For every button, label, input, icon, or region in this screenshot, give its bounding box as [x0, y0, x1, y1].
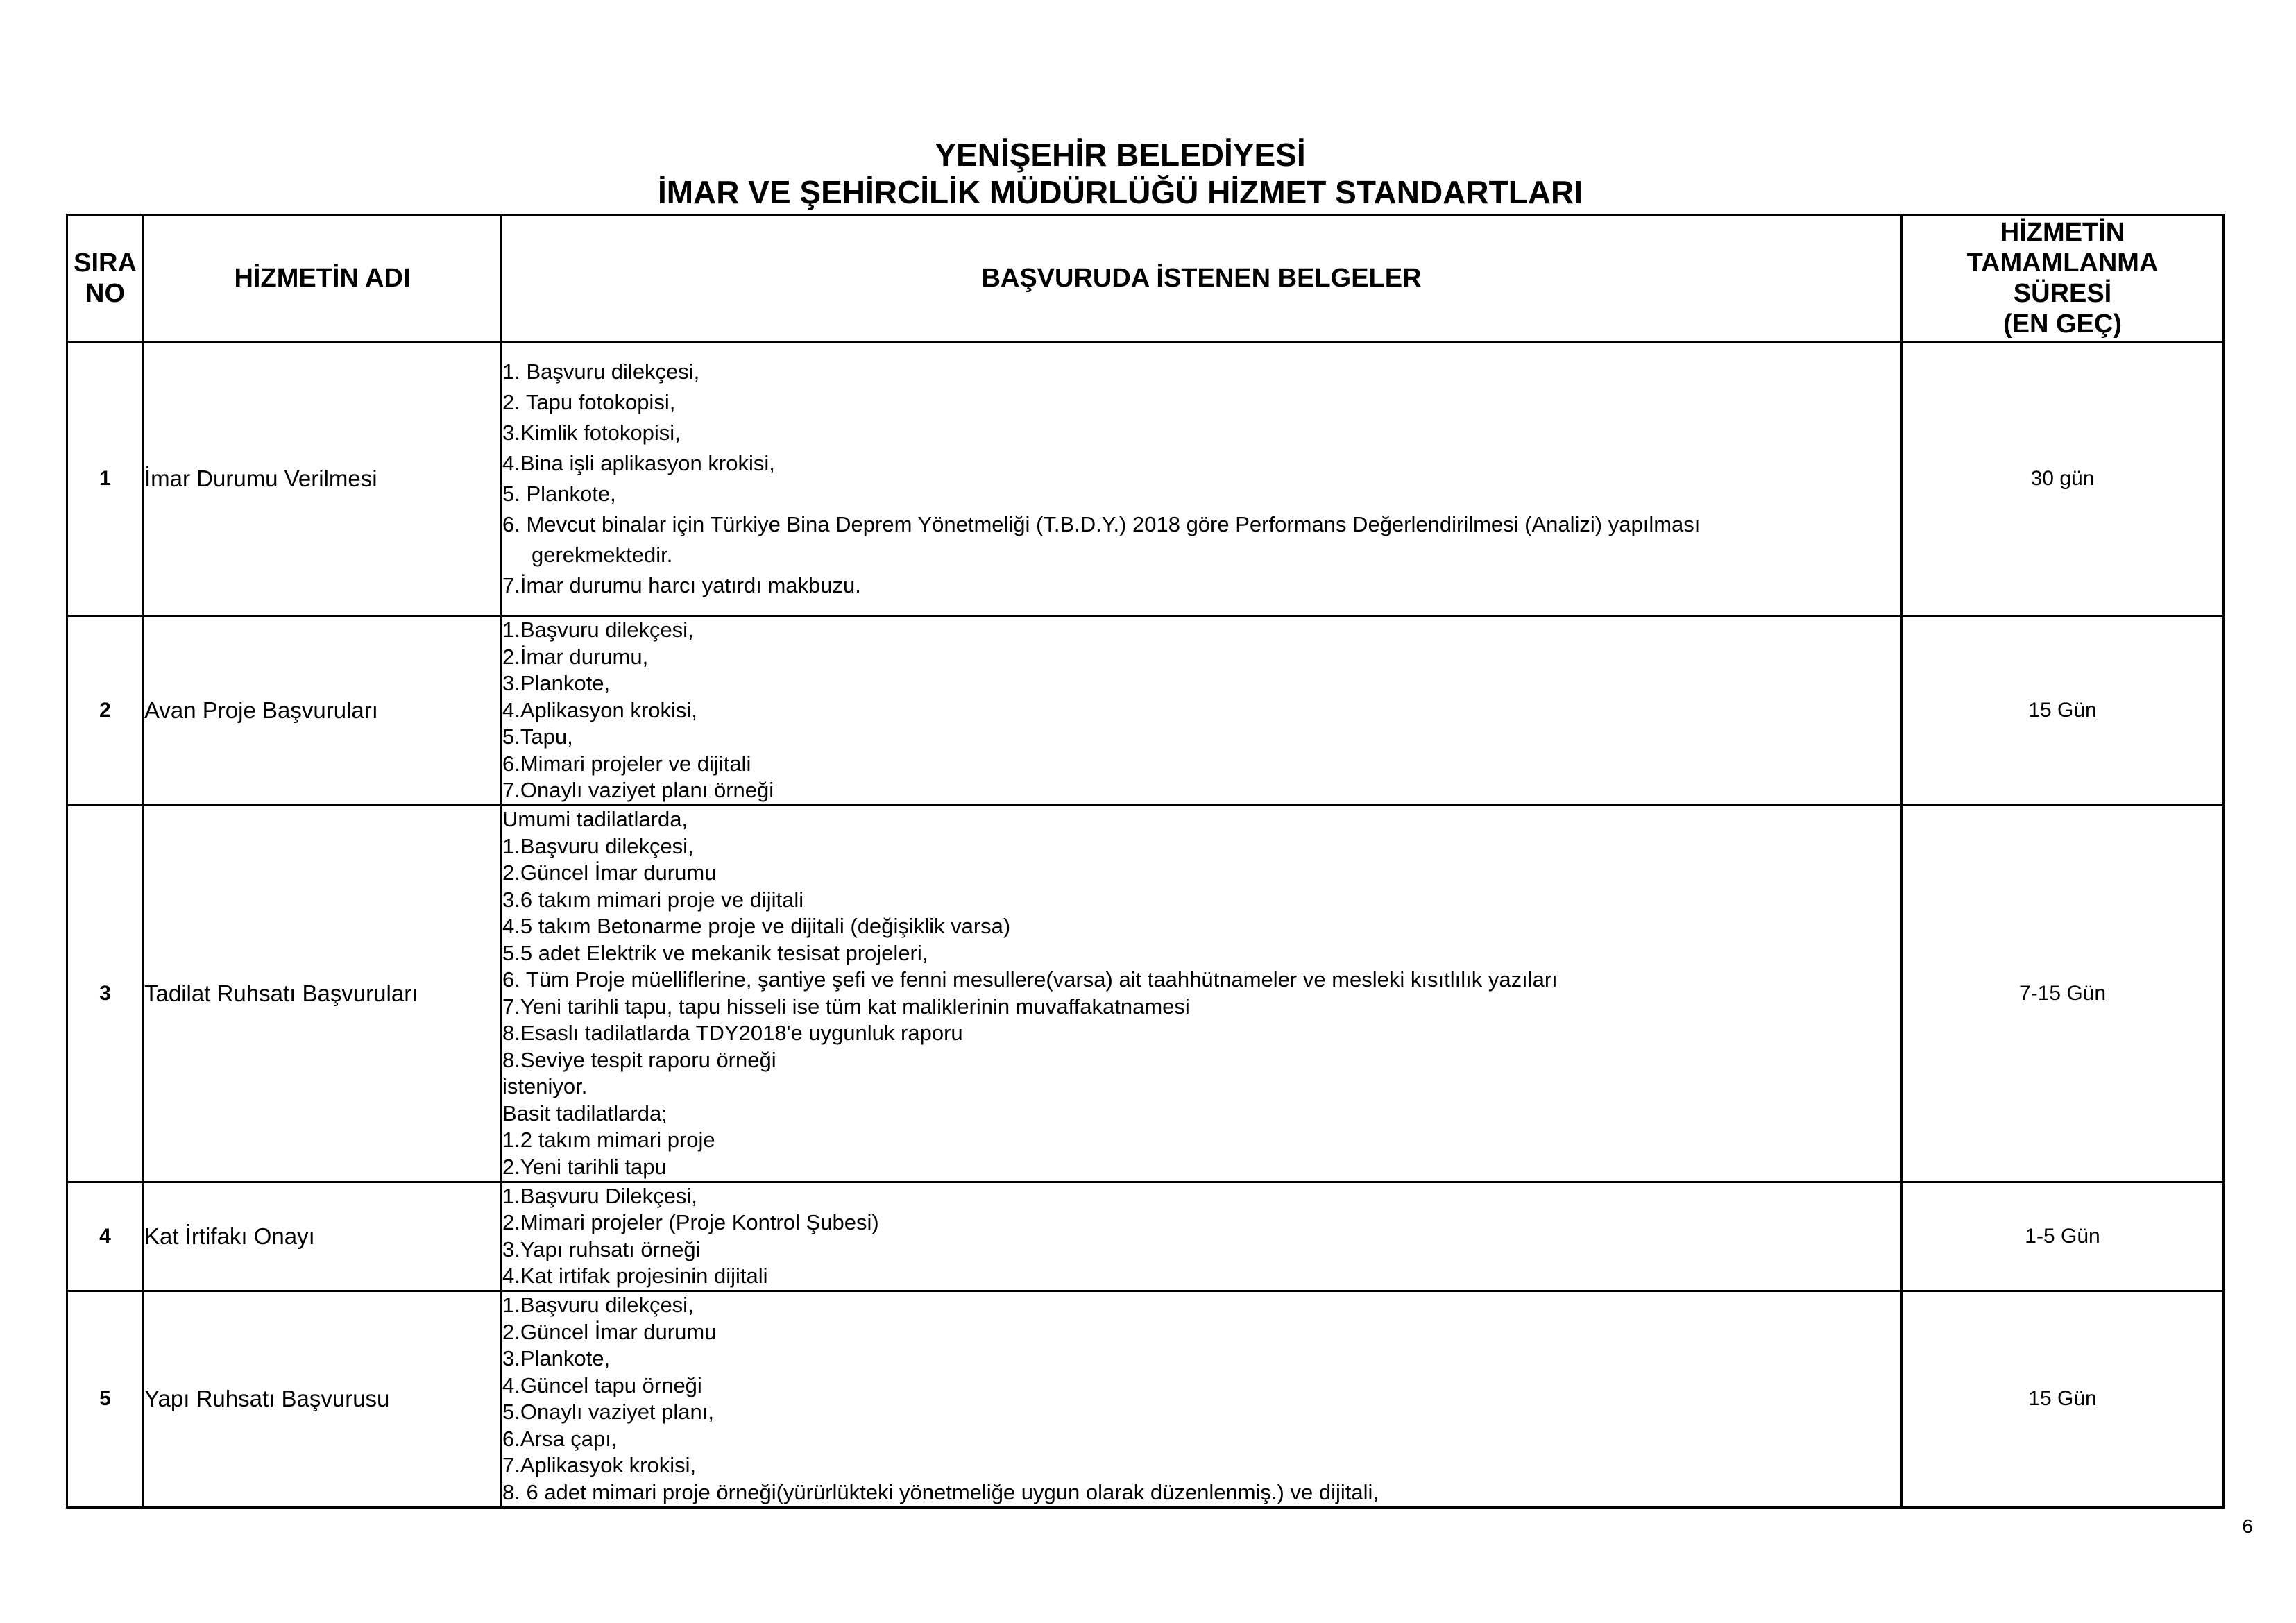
document-item: 3.Plankote,: [502, 1346, 611, 1370]
document-item: 3.6 takım mimari proje ve dijitali: [502, 887, 804, 912]
document-subtitle: İMAR VE ŞEHİRCİLİK MÜDÜRLÜĞÜ HİZMET STANDARTLARI: [657, 174, 1583, 210]
document-item: 2. Tapu fotokopisi,: [502, 390, 676, 414]
column-header-docs: BAŞVURUDA İSTENEN BELGELER: [502, 215, 1902, 342]
document-item: 3.Kimlik fotokopisi,: [502, 420, 681, 445]
document-item: 4.Aplikasyon krokisi,: [502, 697, 697, 722]
table-row: [67, 805, 2224, 1182]
column-header-time: [1902, 215, 2224, 342]
column-header-name: HİZMETİN ADI: [144, 215, 502, 342]
document-item: 4.5 takım Betonarme proje ve dijitali (değişiklik varsa): [502, 914, 1011, 938]
document-item: 7.Yeni tarihli tapu, tapu hisseli ise tüm kat maliklerinin muvaffakatnamesi: [502, 994, 1190, 1019]
row-number: 4: [67, 1182, 144, 1291]
service-name: İmar Durumu Verilmesi: [144, 342, 502, 616]
document-item: 1.Başvuru dilekçesi,: [502, 833, 694, 858]
document-item: 7.İmar durumu harcı yatırdı makbuzu.: [502, 573, 861, 597]
document-item: 6.Arsa çapı,: [502, 1426, 618, 1451]
required-documents: [502, 1291, 1902, 1507]
document-item: 7.Aplikasyok krokisi,: [502, 1453, 697, 1477]
document-item: 2.Mimari projeler (Proje Kontrol Şubesi): [502, 1210, 879, 1234]
column-header-time-line1: HİZMETİN: [2000, 218, 2125, 247]
document-item: 5.Tapu,: [502, 724, 573, 749]
document-item: 3.Plankote,: [502, 671, 611, 695]
document-item: 3.Yapı ruhsatı örneği: [502, 1237, 701, 1261]
document-item: 1.Başvuru dilekçesi,: [502, 618, 694, 642]
required-documents: [502, 1182, 1902, 1291]
required-documents: [502, 616, 1902, 806]
document-item: 1.2 takım mimari proje: [502, 1128, 715, 1152]
document-item: gerekmektedir.: [532, 543, 673, 567]
completion-time: 1-5 Gün: [1902, 1182, 2224, 1291]
document-item: 1. Başvuru dilekçesi,: [502, 359, 700, 384]
document-item: 6. Tüm Proje müelliflerine, şantiye şefi ve fenni mesullere(varsa) ait taahhütnameler ve mesleki kısıtlılık yazıları: [502, 967, 1558, 992]
document-item: isteniyor.: [502, 1074, 588, 1098]
document-item: 1.Başvuru dilekçesi,: [502, 1293, 694, 1317]
document-item: 5. Plankote,: [502, 482, 616, 506]
required-documents: [502, 805, 1902, 1182]
document-item: 4.Kat irtifak projesinin dijitali: [502, 1264, 768, 1288]
document-item: 2.Yeni tarihli tapu: [502, 1154, 667, 1179]
service-name: Tadilat Ruhsatı Başvuruları: [144, 805, 502, 1182]
document-item: 6. Mevcut binalar için Türkiye Bina Deprem Yönetmeliği (T.B.D.Y.) 2018 göre Performans Değerlendirilmesi (Analizi) yapılması: [502, 512, 1701, 536]
completion-time: 7-15 Gün: [1902, 805, 2224, 1182]
document-item: 8. 6 adet mimari proje örneği(yürürlükteki yönetmeliğe uygun olarak düzenlenmiş.) ve dijitali,: [502, 1479, 1379, 1504]
service-name: Kat İrtifakı Onayı: [144, 1182, 502, 1291]
column-header-time-line2: TAMAMLANMA: [1966, 248, 2159, 278]
row-number: 3: [67, 805, 144, 1182]
document-item: 2.İmar durumu,: [502, 644, 649, 669]
service-name: Yapı Ruhsatı Başvurusu: [144, 1291, 502, 1507]
service-name: Avan Proje Başvuruları: [144, 616, 502, 806]
page-number: 6: [2242, 1515, 2253, 1537]
table-row: [67, 1291, 2224, 1507]
completion-time: 30 gün: [1902, 342, 2224, 616]
document-item: Basit tadilatlarda;: [502, 1101, 667, 1125]
document-item: 5.Onaylı vaziyet planı,: [502, 1400, 714, 1424]
document-item: Umumi tadilatlarda,: [502, 807, 688, 831]
column-header-no: [67, 215, 144, 342]
document-item: 2.Güncel İmar durumu: [502, 1319, 717, 1344]
table-row: [67, 616, 2224, 806]
document-item: 8.Seviye tespit raporu örneği: [502, 1047, 776, 1072]
document-item: 4.Güncel tapu örneği: [502, 1373, 702, 1397]
required-documents: [502, 342, 1902, 616]
table-header-row: [67, 215, 2224, 342]
completion-time: 15 Gün: [1902, 616, 2224, 806]
document-item: 7.Onaylı vaziyet planı örneği: [502, 778, 774, 802]
completion-time: 15 Gün: [1902, 1291, 2224, 1507]
document-item: 6.Mimari projeler ve dijitali: [502, 751, 751, 776]
table-row: [67, 342, 2224, 616]
service-standards-table: [66, 214, 2225, 1509]
row-number: 5: [67, 1291, 144, 1507]
document-item: 2.Güncel İmar durumu: [502, 860, 717, 885]
row-number: 1: [67, 342, 144, 616]
document-item: 8.Esaslı tadilatlarda TDY2018'e uygunluk raporu: [502, 1021, 963, 1045]
document-item: 4.Bina işli aplikasyon krokisi,: [502, 451, 775, 475]
document-title: YENİŞEHİR BELEDİYESİ: [935, 137, 1306, 173]
document-item: 1.Başvuru Dilekçesi,: [502, 1183, 697, 1208]
row-number: 2: [67, 616, 144, 806]
column-header-time-line4: (EN GEÇ): [2003, 309, 2122, 339]
column-header-time-line3: SÜRESİ: [2013, 279, 2112, 308]
column-header-no-line1: SIRA: [74, 248, 137, 278]
column-header-no-line2: NO: [85, 279, 125, 308]
document-item: 5.5 adet Elektrik ve mekanik tesisat projeleri,: [502, 940, 928, 965]
table-row: [67, 1182, 2224, 1291]
